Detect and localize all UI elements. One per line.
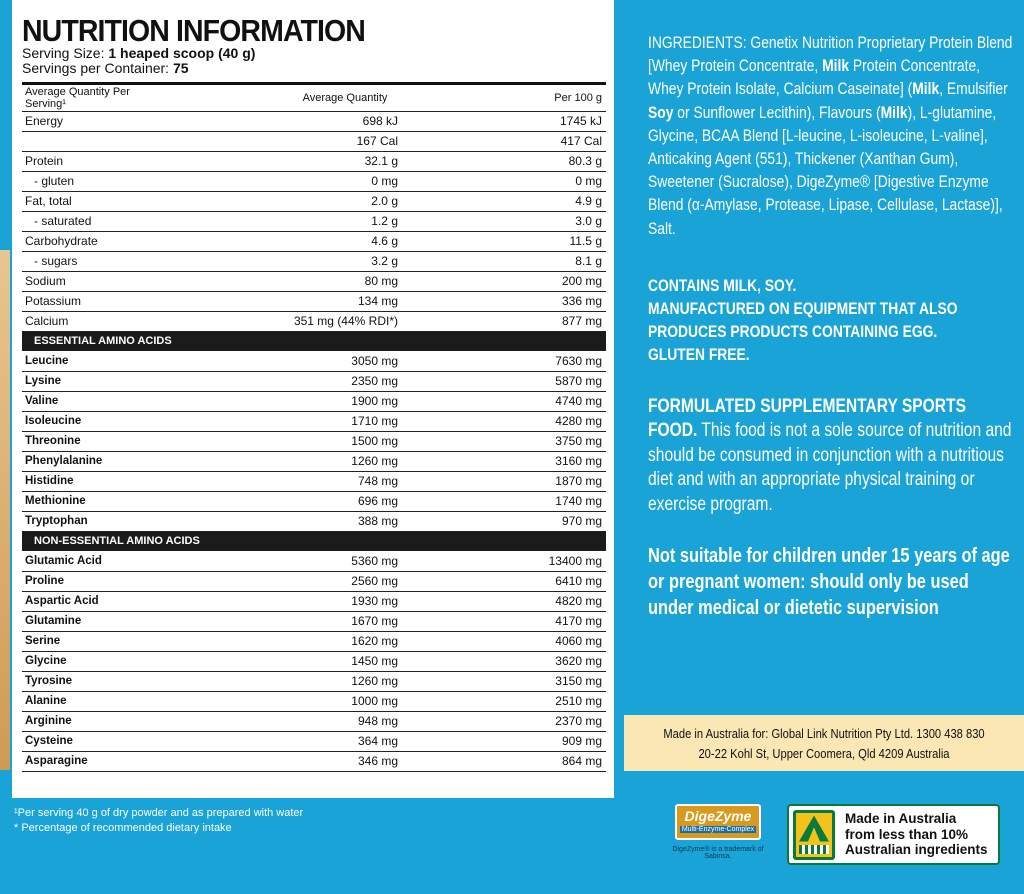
allergen-statement: CONTAINS MILK, SOY. MANUFACTURED ON EQUIPMENT THAT ALSO PRODUCES PRODUCTS CONTAINING EGG. GLUTEN FREE. [648, 276, 958, 364]
table-row: Histidine 748 mg 1870 mg [22, 471, 606, 491]
table-row: Protein 32.1 g 80.3 g [22, 151, 606, 171]
table-row: Glutamic Acid 5360 mg 13400 mg [22, 551, 606, 571]
table-row: Cysteine 364 mg 909 mg [22, 731, 606, 751]
table-row: Energy 698 kJ 1745 kJ [22, 111, 606, 131]
made-in-australia-label: Made in Australia from less than 10% Australian ingredients [787, 804, 1000, 865]
table-row: Tryptophan 388 mg 970 mg [22, 511, 606, 531]
info-column [648, 32, 1018, 621]
table-row: Lysine 2350 mg 5870 mg [22, 371, 606, 391]
ingredient-bar-chart-icon [799, 845, 829, 854]
table-row: Potassium 134 mg 336 mg [22, 291, 606, 311]
table-row: Isoleucine 1710 mg 4280 mg [22, 411, 606, 431]
manufacturer-box: Made in Australia for: Global Link Nutrition Pty Ltd. 1300 438 830 20-22 Kohl St, Upper Coomera, Qld 4209 Australia [624, 715, 1024, 771]
warning-statement: Not suitable for children under 15 years of age or pregnant women: should only be used under medical or dietetic supervision [648, 545, 1010, 620]
table-row: Phenylalanine 1260 mg 3160 mg [22, 451, 606, 471]
footnotes: ¹Per serving 40 g of dry powder and as prepared with water * Percentage of recommended dietary intake [14, 807, 304, 834]
table-header: Average Quantity Per Serving¹ Average Quantity Per 100 g [22, 85, 606, 111]
kangaroo-icon [793, 810, 835, 860]
table-row: - gluten 0 mg 0 mg [22, 171, 606, 191]
table-row: Valine 1900 mg 4740 mg [22, 391, 606, 411]
table-row: Fat, total 2.0 g 4.9 g [22, 191, 606, 211]
digezyme-logo: DigeZyme Multi-Enzyme-Complex [675, 804, 761, 840]
table-row: Asparagine 346 mg 864 mg [22, 751, 606, 771]
table-row: Leucine 3050 mg 7630 mg [22, 351, 606, 371]
table-row: Aspartic Acid 1930 mg 4820 mg [22, 591, 606, 611]
table-row: - sugars 3.2 g 8.1 g [22, 251, 606, 271]
section-header: ESSENTIAL AMINO ACIDS [22, 331, 606, 351]
table-row: Carbohydrate 4.6 g 11.5 g [22, 231, 606, 251]
panel-title: NUTRITION INFORMATION [22, 13, 365, 48]
table-row: 167 Cal 417 Cal [22, 131, 606, 151]
nutrition-panel [12, 0, 614, 798]
table-row: - saturated 1.2 g 3.0 g [22, 211, 606, 231]
table-row: Arginine 948 mg 2370 mg [22, 711, 606, 731]
serving-size: Serving Size: 1 heaped scoop (40 g) [22, 45, 256, 61]
ingredients-text: INGREDIENTS: Genetix Nutrition Proprietary Protein Blend [Whey Protein Concentrate, Milk Protein Concentrate, Whey Protein Isolate, Calcium Caseinate] (Milk, Emulsifier Soy or Sunflower Lecithin), Flavours (Milk), L-glutamine, Glycine, BCAA Blend [L-leucine, L-isoleucine, L-valine], Anticaking Agent (551), Thickener (Xanthan Gum), Sweetener (Sucralose), DigeZyme® [Digestive Enzyme Blend (α-Amylase, Protease, Lipase, Cellulase, Lactase)], Salt. [648, 34, 1013, 238]
section-header: NON-ESSENTIAL AMINO ACIDS [22, 531, 606, 551]
table-row: Threonine 1500 mg 3750 mg [22, 431, 606, 451]
table-row: Glycine 1450 mg 3620 mg [22, 651, 606, 671]
product-image-edge [0, 250, 10, 770]
table-row: Serine 1620 mg 4060 mg [22, 631, 606, 651]
nutrition-table [22, 85, 606, 772]
table-row: Sodium 80 mg 200 mg [22, 271, 606, 291]
table-row: Glutamine 1670 mg 4170 mg [22, 611, 606, 631]
table-row: Tyrosine 1260 mg 3150 mg [22, 671, 606, 691]
table-row: Alanine 1000 mg 2510 mg [22, 691, 606, 711]
digezyme-badge: DigeZyme Multi-Enzyme-Complex DigeZyme® is a trademark of Sabinsa. [668, 804, 768, 860]
sports-food-statement: FORMULATED SUPPLEMENTARY SPORTS FOOD. This food is not a sole source of nutrition and should be consumed in conjunction with a nutritious diet and with an appropriate physical training or exercise program. [648, 395, 1012, 515]
table-row: Calcium 351 mg (44% RDI*) 877 mg [22, 311, 606, 331]
servings-per-container: Servings per Container: 75 [22, 60, 189, 76]
table-row: Proline 2560 mg 6410 mg [22, 571, 606, 591]
table-row: Methionine 696 mg 1740 mg [22, 491, 606, 511]
